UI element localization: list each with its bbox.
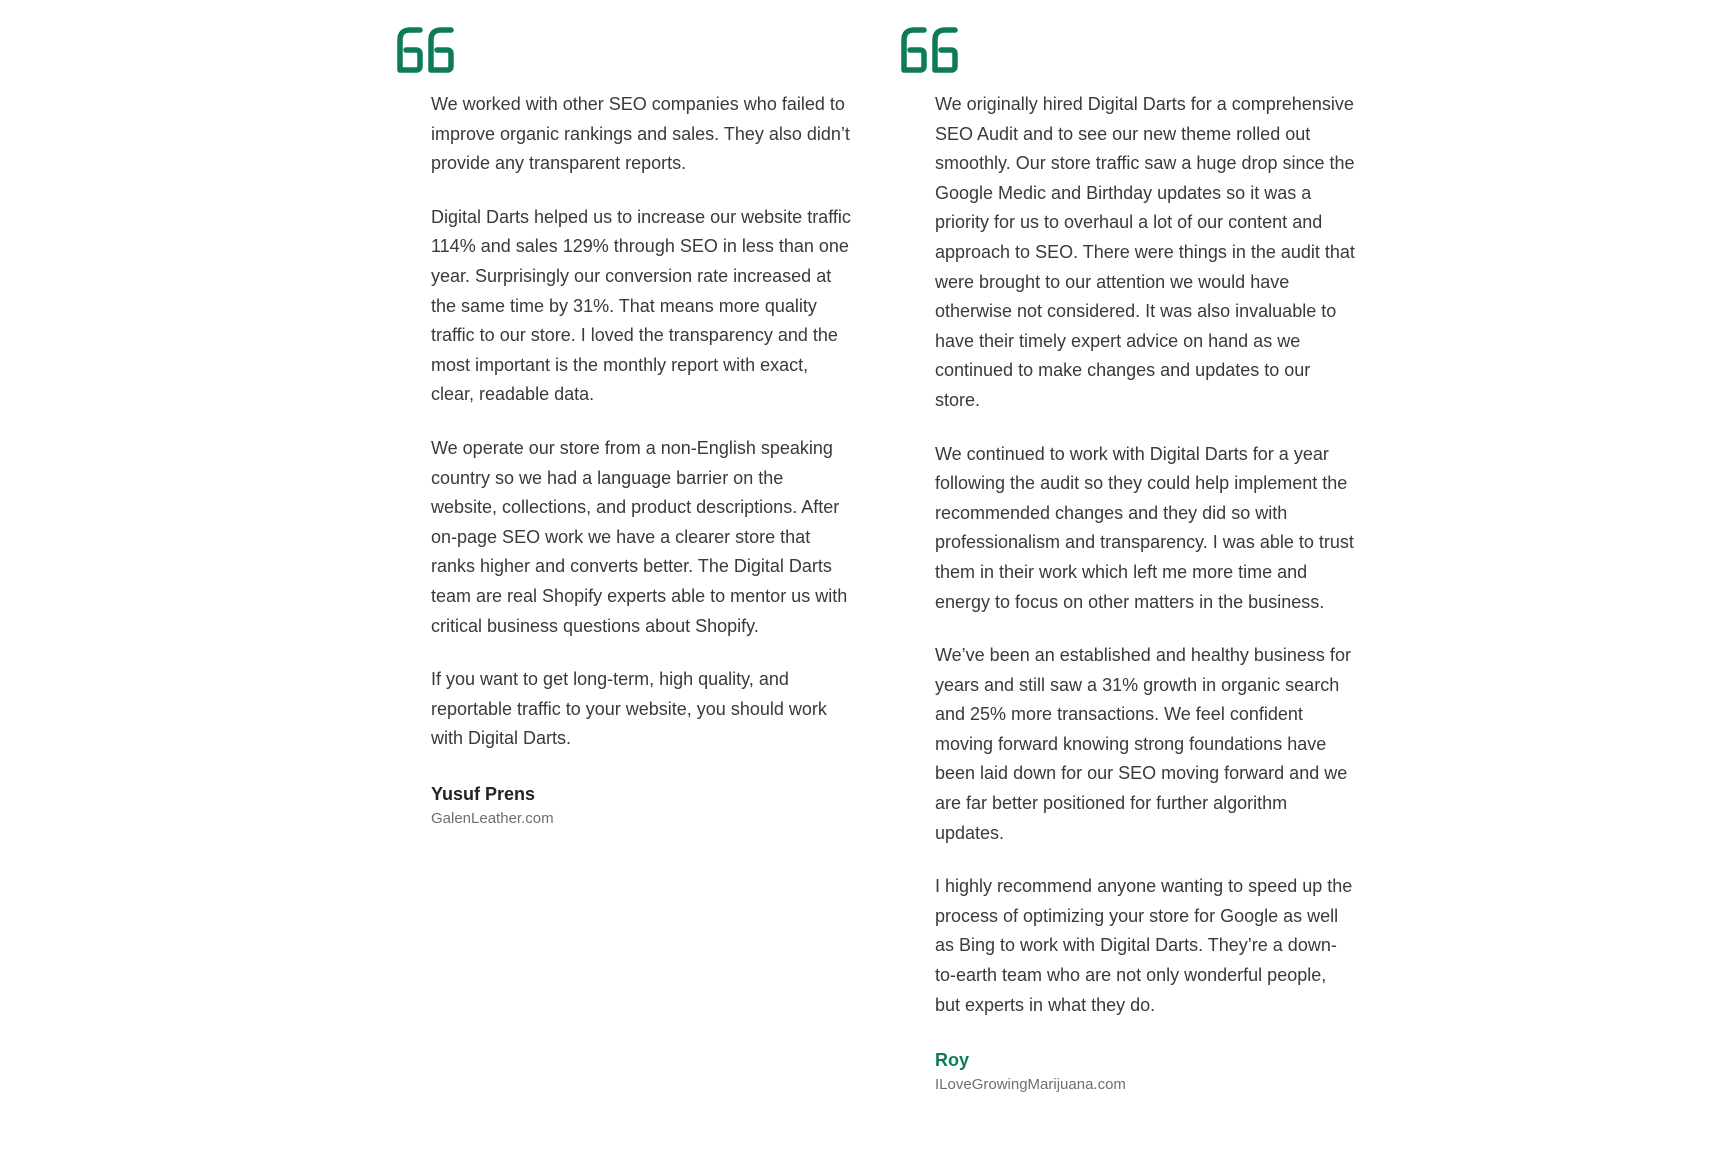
testimonial-paragraph: I highly recommend anyone wanting to speed up the process of optimizing your store for Google as well as Bing to work with Digital Darts. They’re a down-to-earth team who are not only wonderful people, but experts in what they do. [935,876,1353,1015]
quote-icon [900,26,960,74]
testimonial-paragraph: We operate our store from a non-English speaking country so we had a language barrier on the website, collections, and product descriptions. After on-page SEO work we have a clearer store that ranks higher and converts better. The Digital Darts team are real Shopify experts able to mentor us with critical business questions about Shopify. [431,437,848,636]
testimonial-paragraph: Digital Darts helped us to increase our website traffic 114% and sales 129% through SEO in less than one year. Surprisingly our conversion rate increased at the same time by 31%. That means more quality traffic to our store. I loved the transparency and the most important is the monthly report with exact, clear, readable data. [431,206,851,405]
author-site: ILoveGrowingMarijuana.com [935,1076,1126,1094]
testimonial-card [900,26,1360,1096]
testimonial-card [396,26,856,830]
author-name: Yusuf Prens [431,783,536,804]
testimonial-body [935,90,1355,1096]
testimonial-paragraph: If you want to get long-term, high quality, and reportable traffic to your website, you should work with Digital Darts. [431,669,827,749]
quote-icon [396,26,456,74]
testimonial-paragraph: We continued to work with Digital Darts for a year following the audit so they could help implement the recommended changes and they did so with professionalism and transparency. I was able to trust them in their work which left me more time and energy to focus on other matters in the business. [935,443,1354,612]
author-name: Roy [935,1050,970,1071]
testimonial-paragraph: We’ve been an established and healthy business for years and still saw a 31% growth in organic search and 25% more transactions. We feel confident moving forward knowing strong foundations have been laid down for our SEO moving forward and we are far better positioned for further algorithm updates. [935,645,1351,843]
testimonial-paragraph: We originally hired Digital Darts for a comprehensive SEO Audit and to see our new theme rolled out smoothly. Our store traffic saw a huge drop since the Google Medic and Birthday updates so it was a priority for us to overhaul a lot of our content and approach to SEO. There were things in the audit that were brought to our attention we would have otherwise not considered. It was also invaluable to have their timely expert advice on hand as we continued to make changes and updates to our store. [935,94,1355,410]
testimonial-paragraph: We worked with other SEO companies who failed to improve organic rankings and sales. They also didn’t provide any transparent reports. [431,94,850,174]
author-site: GalenLeather.com [431,809,554,827]
testimonial-body [431,90,851,830]
